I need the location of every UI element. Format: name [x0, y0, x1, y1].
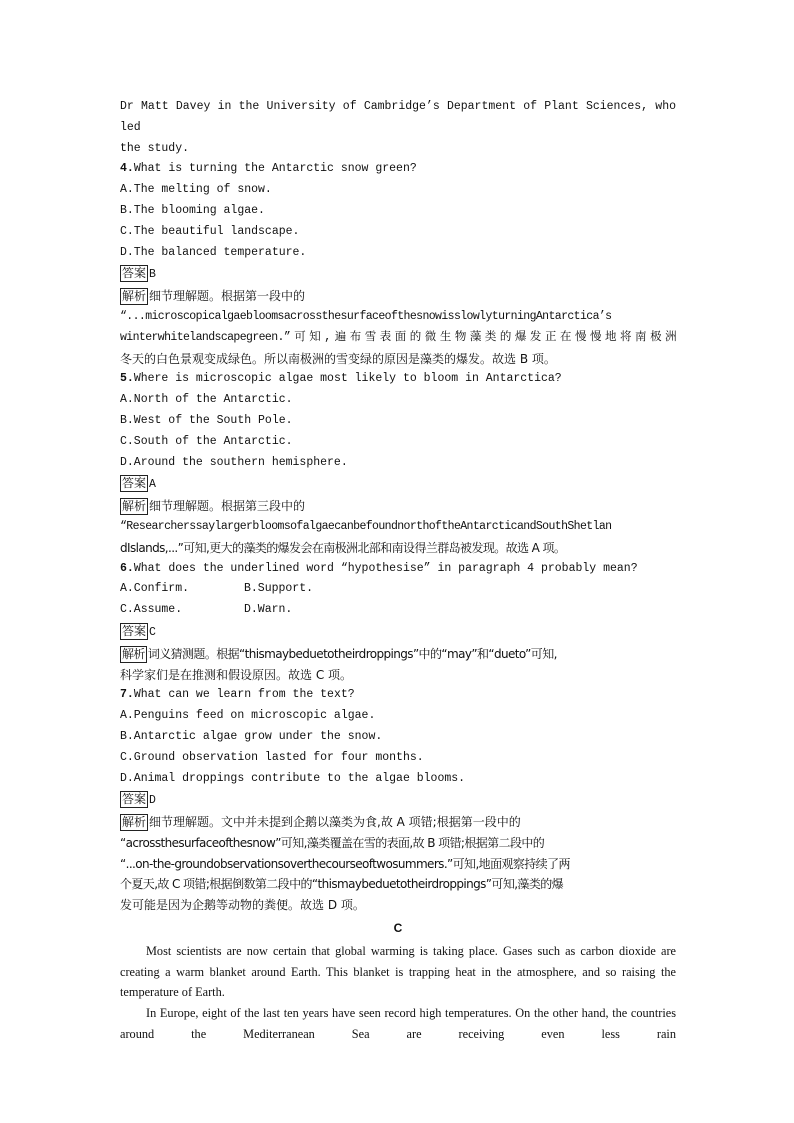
question-6: 6.What does the underlined word “hypothesise” in paragraph 4 probably mean?: [120, 561, 638, 575]
intro-line: the study.: [120, 141, 190, 155]
question-4: 4.What is turning the Antarctic snow green?: [120, 162, 417, 176]
options-row: [120, 579, 676, 600]
option: C.The beautiful landscape.: [120, 224, 300, 238]
question-7: 7.What can we learn from the text?: [120, 688, 355, 702]
option: D.Animal droppings contribute to the algae blooms.: [120, 771, 466, 785]
document-page: [120, 97, 676, 1045]
analysis-label: 解析: [122, 289, 147, 304]
answer-label: 答案: [122, 792, 147, 807]
passage-paragraph: In Europe, eight of the last ten years have seen record high temperatures. On the other hand, the countries around the Mediterranean Sea are receiving even less rain: [120, 1006, 676, 1042]
option: A.The melting of snow.: [120, 183, 272, 197]
analysis-text: dIslands,...”可知,更大的藻类的爆发会在南极洲北部和南设得兰群岛被发现。故选 A 项。: [120, 540, 566, 555]
answer-row: [120, 263, 676, 286]
answer-row: [120, 473, 676, 496]
option: A.Confirm.: [120, 582, 190, 596]
analysis-label: 解析: [122, 815, 147, 830]
option: C.Assume.: [120, 603, 183, 617]
option: B.Antarctic algae grow under the snow.: [120, 729, 383, 743]
answer-row: [120, 789, 676, 812]
answer-label: 答案: [122, 623, 147, 638]
analysis-text: 发可能是因为企鹅等动物的粪便。故选 D 项。: [120, 898, 365, 913]
option: C.Ground observation lasted for four months.: [120, 750, 424, 764]
answer-value: C: [149, 625, 156, 639]
option: B.Support.: [244, 582, 314, 596]
analysis-text: winterwhitelandscapegreen.”可知,遍布雪表面的微生物藻类的爆发正在慢慢地将南极洲: [120, 330, 676, 344]
passage-paragraph: Most scientists are now certain that global warming is taking place. Gases such as carbon dioxide are creating a warm blanket around Earth. This blanket is trapping heat in the atmosphere, and so raising the temperature of Earth.: [120, 943, 676, 1000]
answer-value: B: [149, 268, 156, 282]
analysis-text: “...microscopicalgaebloomsacrossthesurfaceofthesnowisslowlyturningAntarctica’s: [120, 309, 612, 323]
intro-line: Dr Matt Davey in the University of Cambridge’s Department of Plant Sciences, who led: [120, 100, 676, 134]
analysis-row: 解析 词义猜测题。根据“thismaybeduetotheirdroppings”中的“may”和“dueto”可知,: [122, 646, 557, 661]
option: B.West of the South Pole.: [120, 413, 293, 427]
option: D.Warn.: [244, 603, 293, 617]
analysis-row: 解析 细节理解题。根据第一段中的: [122, 289, 306, 304]
option: D.The balanced temperature.: [120, 245, 307, 259]
option: C.South of the Antarctic.: [120, 434, 293, 448]
option: B.The blooming algae.: [120, 203, 265, 217]
analysis-text: “...on-the-groundobservationsoverthecourseoftwosummers.”可知,地面观察持续了两: [120, 856, 570, 871]
options-row: [120, 600, 676, 621]
analysis-text: 科学家们是在推测和假设原因。故选 C 项。: [120, 667, 353, 682]
analysis-row: 解析 细节理解题。根据第三段中的: [122, 499, 306, 514]
analysis-text: “acrossthesurfaceofthesnow”可知,藻类覆盖在雪的表面,故 B 项错;根据第二段中的: [120, 835, 545, 850]
answer-label: 答案: [122, 476, 147, 491]
analysis-label: 解析: [122, 499, 147, 514]
option: A.Penguins feed on microscopic algae.: [120, 709, 376, 723]
section-heading: C: [393, 921, 403, 936]
question-5: 5.Where is microscopic algae most likely to bloom in Antarctica?: [120, 372, 562, 386]
option: A.North of the Antarctic.: [120, 393, 293, 407]
option: D.Around the southern hemisphere.: [120, 455, 348, 469]
analysis-text: 个夏天,故 C 项错;根据倒数第二段中的“thismaybeduetotheirdroppings”可知,藻类的爆: [120, 877, 564, 892]
analysis-text: “ResearcherssaylargerbloomsofalgaecanbefoundnorthoftheAntarcticandSouthShetlan: [120, 519, 612, 533]
answer-label: 答案: [122, 266, 147, 281]
answer-value: A: [149, 478, 156, 492]
answer-row: [120, 621, 676, 644]
analysis-text: 冬天的白色景观变成绿色。所以南极洲的雪变绿的原因是藻类的爆发。故选 B 项。: [120, 351, 556, 366]
analysis-row: 解析 细节理解题。文中并未提到企鹅以藻类为食,故 A 项错;根据第一段中的: [122, 815, 521, 830]
answer-value: D: [149, 794, 156, 808]
analysis-label: 解析: [122, 646, 145, 661]
